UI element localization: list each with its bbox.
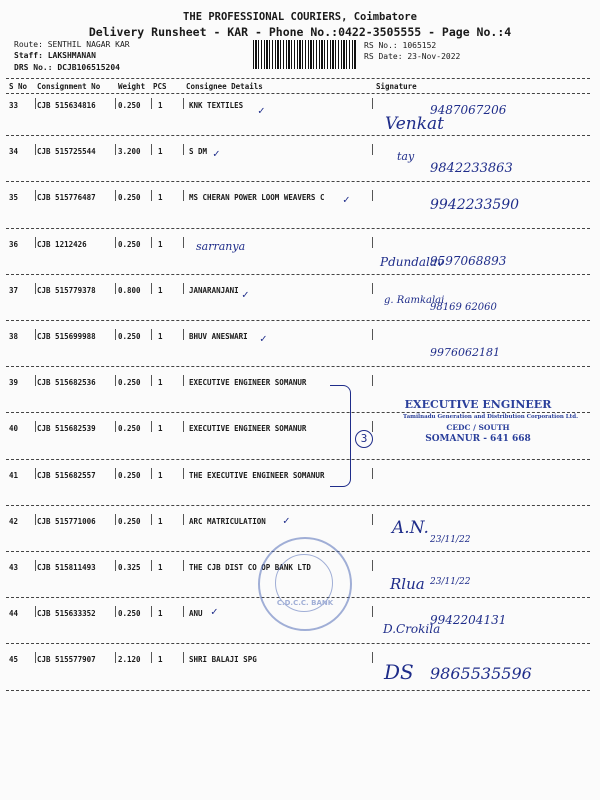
cell-divider (35, 190, 36, 201)
cell-divider (372, 144, 373, 155)
cell-divider (372, 329, 373, 340)
row-consignment-no: CJB 515682539 (37, 424, 96, 434)
cell-divider (115, 514, 116, 525)
row-signature: 9865535596 (430, 664, 532, 684)
cell-divider (151, 283, 152, 294)
row-consignment-no: CJB 515776487 (37, 193, 96, 203)
row-sno: 35 (9, 193, 19, 203)
row-consignee: THE EXECUTIVE ENGINEER SOMANUR (189, 470, 325, 480)
row37-handwriting-name: g. Ramkalai (384, 295, 445, 306)
cell-divider (115, 144, 116, 155)
row-consignment-no: CJB 515699988 (37, 332, 96, 341)
row-signature: 9942233590 (430, 197, 520, 214)
cell-divider (183, 283, 184, 294)
cell-divider (115, 283, 116, 294)
row-sno: 39 (9, 378, 19, 388)
row-weight: 0.250 (118, 470, 141, 480)
row-consignment-no: CJB 515634816 (37, 101, 96, 110)
row-consignee: ARC MATRICULATION (189, 516, 266, 526)
cell-divider (183, 514, 184, 525)
cell-divider (35, 421, 36, 432)
row-signature: 9976062181 (430, 346, 500, 359)
cell-divider (151, 190, 152, 201)
cell-divider (372, 606, 373, 617)
row-pcs: 1 (158, 147, 163, 157)
row-weight: 0.250 (118, 516, 141, 526)
cell-divider (151, 329, 152, 340)
row-sno: 41 (9, 470, 19, 480)
cell-divider (372, 468, 373, 479)
cell-divider (35, 375, 36, 386)
row-consignment-no: CJB 515771006 (37, 516, 96, 526)
row-consignment-no: CJB 515577907 (37, 655, 96, 665)
row-sno: 33 (9, 101, 19, 110)
cell-divider (35, 560, 36, 571)
row-signature: 9942204131 (430, 613, 507, 628)
cell-divider (151, 514, 152, 525)
runsheet-subtitle: Delivery Runsheet - KAR - Phone No.:0422-3505555 - Page No.:4 (88, 25, 512, 39)
row33-handwriting-name: Venkat (385, 114, 444, 134)
tick-mark: ✓ (260, 332, 267, 345)
row-signature: 9842233863 (430, 161, 513, 177)
cell-divider (183, 329, 184, 340)
office-stamp: EXECUTIVE ENGINEER Tamilnadu Generation and Distribution Corporation Ltd. CEDC / SOUTH SOMANUR - 641 668 (403, 398, 578, 444)
cell-divider (372, 514, 373, 525)
cell-divider (115, 468, 116, 479)
col-pcs-header: PCS (153, 82, 167, 91)
row-sno: 38 (9, 332, 19, 341)
cell-divider (115, 98, 116, 109)
cell-divider (151, 98, 152, 109)
row-pcs: 1 (158, 609, 163, 619)
bank-seal-text: C.D.C.C. BANK (276, 599, 334, 607)
row-separator (6, 690, 590, 691)
row-consignee: SHRI BALAJI SPG (189, 655, 257, 665)
row-weight: 0.250 (118, 101, 141, 110)
row-consignment-no: CJB 515682557 (37, 470, 96, 480)
row-pcs: 1 (158, 563, 163, 572)
table-header-bottom-line (6, 93, 590, 94)
row-consignee: KNK TEXTILES (189, 101, 244, 110)
tick-mark: ✓ (242, 288, 249, 301)
row-consignee: THE CJB DIST CO OP BANK LTD (189, 563, 311, 572)
row-sno: 37 (9, 285, 19, 295)
row-pcs: 1 (158, 193, 163, 203)
row-pcs: 1 (158, 378, 163, 388)
row-pcs: 1 (158, 101, 163, 110)
cell-divider (115, 652, 116, 663)
cell-divider (372, 560, 373, 571)
row-consignee: S DM (189, 147, 208, 157)
cell-divider (372, 652, 373, 663)
row44-handwriting-name: D.Crokila (383, 622, 441, 636)
cell-divider (372, 237, 373, 248)
cell-divider (372, 283, 373, 294)
row-sno: 43 (9, 563, 19, 572)
cell-divider (183, 144, 184, 155)
cell-divider (35, 514, 36, 525)
barcode (253, 40, 356, 69)
row-sno: 40 (9, 424, 19, 434)
row43-handwriting-name: Rlua (390, 575, 425, 593)
row-weight: 0.800 (118, 285, 141, 295)
tick-mark: ✓ (343, 193, 350, 206)
rs-number: RS No.: 1065152 (364, 41, 437, 50)
cell-divider (151, 652, 152, 663)
row-weight: 0.325 (118, 563, 141, 572)
cell-divider (35, 144, 36, 155)
drs-number: DRS No.: DCJB106515204 (14, 63, 120, 72)
staff-label: Staff: LAKSHMANAN (14, 51, 96, 60)
row-consignee: EXECUTIVE ENGINEER SOMANUR (189, 424, 307, 434)
tick-mark: ✓ (258, 104, 265, 117)
row-weight: 2.120 (118, 655, 141, 665)
row-pcs: 1 (158, 332, 163, 341)
cell-divider (115, 421, 116, 432)
cell-divider (35, 283, 36, 294)
cell-divider (151, 237, 152, 248)
row-weight: 3.200 (118, 147, 141, 157)
cell-divider (183, 190, 184, 201)
row-sno: 44 (9, 609, 19, 619)
cell-divider (35, 98, 36, 109)
row-separator (6, 135, 590, 136)
row-weight: 0.250 (118, 424, 141, 434)
cell-divider (372, 421, 373, 432)
row-pcs: 1 (158, 470, 163, 480)
row-pcs: 1 (158, 285, 163, 295)
cell-divider (115, 560, 116, 571)
row-sno: 45 (9, 655, 19, 665)
cell-divider (115, 606, 116, 617)
row-separator (6, 320, 590, 321)
row36-handwriting-name: Pdundalav (380, 255, 444, 269)
col-consignment-header: Consignment No (37, 82, 101, 91)
row-consignee: JANARANJANI (189, 285, 239, 295)
cell-divider (115, 375, 116, 386)
row-pcs: 1 (158, 424, 163, 434)
table-header-line (6, 78, 590, 79)
cell-divider (151, 606, 152, 617)
cell-divider (372, 190, 373, 201)
cell-divider (115, 237, 116, 248)
company-title: THE PROFESSIONAL COURIERS, Coimbatore (183, 11, 417, 23)
row34-handwriting-name: tay (397, 150, 415, 163)
cell-divider (115, 190, 116, 201)
cell-divider (151, 421, 152, 432)
row-consignee: EXECUTIVE ENGINEER SOMANUR (189, 378, 307, 388)
cell-divider (183, 98, 184, 109)
col-consignee-header: Consignee Details (186, 82, 263, 91)
row-pcs: 1 (158, 655, 163, 665)
row-consignment-no: CJB 515725544 (37, 147, 96, 157)
col-sno-header: S No (9, 82, 28, 91)
row45-handwriting-name: DS (384, 660, 414, 684)
row-separator (6, 274, 590, 275)
cell-divider (151, 560, 152, 571)
row-consignee: ANU (189, 609, 203, 619)
cell-divider (115, 329, 116, 340)
row-weight: 0.250 (118, 332, 141, 341)
row-signature: 23/11/22 (430, 577, 471, 587)
row-weight: 0.250 (118, 378, 141, 388)
row-consignment-no: CJB 515682536 (37, 378, 96, 388)
tick-mark: ✓ (213, 147, 220, 160)
group-brace (330, 385, 351, 487)
row-sno: 36 (9, 239, 19, 249)
row-sno: 34 (9, 147, 19, 157)
row-consignee: MS CHERAN POWER LOOM WEAVERS C (189, 193, 325, 203)
row-sno: 42 (9, 516, 19, 526)
cell-divider (35, 329, 36, 340)
row-pcs: 1 (158, 239, 163, 249)
cell-divider (151, 144, 152, 155)
cell-divider (151, 468, 152, 479)
row42-handwriting-name: A.N. (392, 518, 429, 538)
group-count-circle: 3 (355, 430, 373, 448)
cell-divider (183, 606, 184, 617)
row-separator (6, 228, 590, 229)
cell-divider (183, 421, 184, 432)
rs-date: RS Date: 23-Nov-2022 (364, 52, 461, 61)
row-consignment-no: CJB 515633352 (37, 609, 96, 619)
row-consignment-no: CJB 515779378 (37, 285, 96, 295)
cell-divider (183, 560, 184, 571)
row-signature: 9487067206 (430, 103, 507, 117)
row-weight: 0.250 (118, 239, 141, 249)
cell-divider (183, 652, 184, 663)
col-signature-header: Signature (376, 82, 417, 91)
bank-seal-stamp (258, 537, 352, 631)
cell-divider (35, 606, 36, 617)
cell-divider (183, 237, 184, 248)
row-signature: 23/11/22 (430, 534, 471, 545)
row-consignment-no: CJB 1212426 (37, 239, 87, 249)
cell-divider (151, 375, 152, 386)
col-weight-header: Weight (118, 82, 146, 91)
cell-divider (35, 652, 36, 663)
cell-divider (183, 468, 184, 479)
cell-divider (372, 98, 373, 109)
row-consignee: BHUV ANESWARI (189, 332, 248, 341)
row-weight: 0.250 (118, 193, 141, 203)
row-signature: 98169 62060 (430, 301, 497, 313)
tick-mark: ✓ (283, 514, 290, 527)
cell-divider (372, 375, 373, 386)
row-separator (6, 643, 590, 644)
row-signature: 9597068893 (430, 253, 507, 268)
route-label: Route: SENTHIL NAGAR KAR (14, 40, 130, 49)
row-weight: 0.250 (118, 609, 141, 619)
cell-divider (35, 237, 36, 248)
row-separator (6, 181, 590, 182)
tick-mark: ✓ (211, 605, 218, 618)
row36-handwriting-consignee: sarranya (196, 240, 246, 253)
row-pcs: 1 (158, 516, 163, 526)
row-separator (6, 366, 590, 367)
cell-divider (183, 375, 184, 386)
row-separator (6, 505, 590, 506)
row-consignment-no: CJB 515811493 (37, 563, 96, 572)
cell-divider (35, 468, 36, 479)
